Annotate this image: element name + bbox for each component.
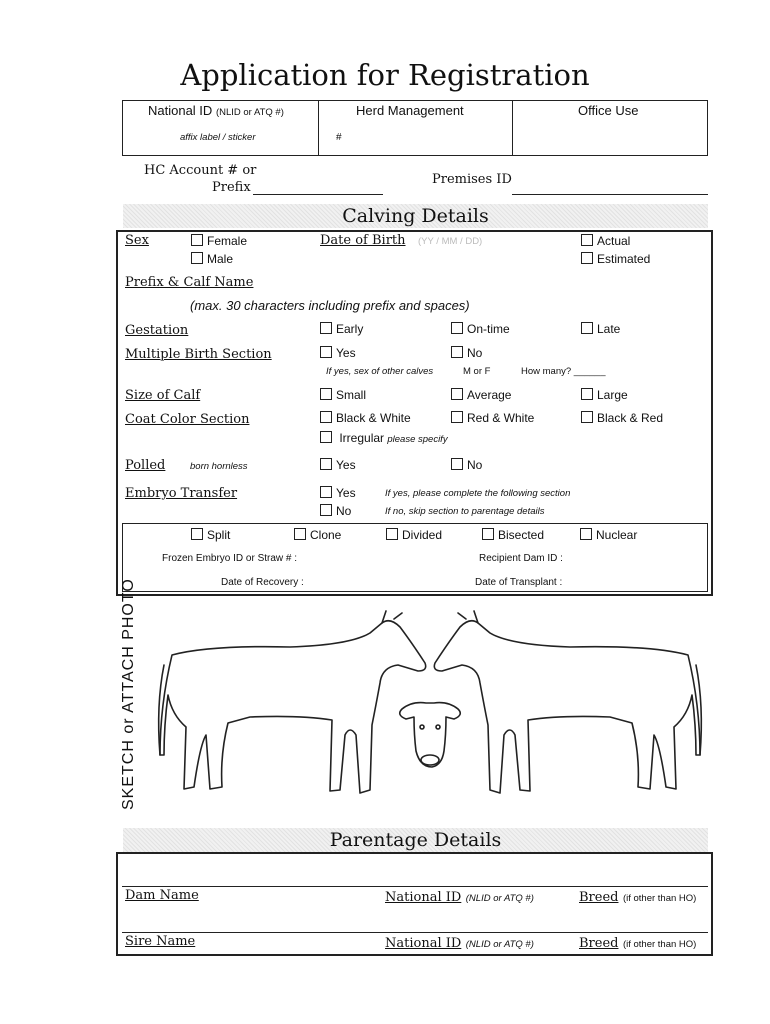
coat-color-label: Coat Color Section bbox=[125, 412, 250, 427]
large-checkbox[interactable]: Large bbox=[581, 388, 628, 402]
sire-breed-label: Breed (if other than HO) bbox=[579, 936, 697, 951]
sketch-or-photo-label: SKETCH or ATTACH PHOTO bbox=[120, 578, 137, 810]
herd-management-header: Herd Management bbox=[356, 103, 464, 118]
sire-national-id-label: National ID (NLID or ATQ #) bbox=[385, 936, 534, 951]
polled-label: Polled bbox=[125, 458, 166, 473]
prefix-calf-name-label: Prefix & Calf Name bbox=[125, 275, 254, 290]
embryo-no-note: If no, skip section to parentage details bbox=[385, 506, 545, 517]
male-checkbox[interactable]: Male bbox=[191, 252, 233, 266]
estimated-checkbox[interactable]: Estimated bbox=[581, 252, 650, 266]
other-calves-note: If yes, sex of other calves bbox=[326, 366, 434, 377]
actual-checkbox[interactable]: Actual bbox=[581, 234, 630, 248]
date-of-recovery-label: Date of Recovery : bbox=[221, 577, 304, 588]
embryo-yes-note: If yes, please complete the following section bbox=[385, 488, 571, 499]
dam-breed-label: Breed (if other than HO) bbox=[579, 890, 697, 905]
red-white-checkbox[interactable]: Red & White bbox=[451, 411, 534, 425]
small-checkbox[interactable]: Small bbox=[320, 388, 366, 402]
max-characters-note: (max. 30 characters including prefix and spaces) bbox=[190, 298, 470, 313]
premises-id-field[interactable] bbox=[512, 194, 708, 195]
parentage-details-title: Parentage Details bbox=[329, 829, 502, 851]
page-title: Application for Registration bbox=[180, 58, 590, 92]
black-red-checkbox[interactable]: Black & Red bbox=[581, 411, 663, 425]
embryo-no-checkbox[interactable]: No bbox=[320, 504, 351, 518]
sire-name-label: Sire Name bbox=[125, 934, 196, 949]
how-many-field[interactable]: How many? ______ bbox=[521, 366, 606, 377]
split-checkbox[interactable]: Split bbox=[191, 528, 230, 542]
embryo-transfer-label: Embryo Transfer bbox=[125, 486, 238, 501]
on-time-checkbox[interactable]: On-time bbox=[451, 322, 510, 336]
multiple-birth-label: Multiple Birth Section bbox=[125, 347, 272, 362]
bisected-checkbox[interactable]: Bisected bbox=[482, 528, 544, 542]
embryo-yes-checkbox[interactable]: Yes bbox=[320, 486, 356, 500]
late-checkbox[interactable]: Late bbox=[581, 322, 620, 336]
irregular-checkbox[interactable]: Irregular please specify bbox=[320, 431, 448, 445]
hc-account-label: HC Account # or bbox=[144, 163, 257, 178]
polled-no-checkbox[interactable]: No bbox=[451, 458, 482, 472]
herd-management-hash[interactable]: # bbox=[336, 132, 342, 143]
calving-details-title: Calving Details bbox=[342, 205, 489, 227]
size-of-calf-label: Size of Calf bbox=[125, 388, 201, 403]
nuclear-checkbox[interactable]: Nuclear bbox=[580, 528, 637, 542]
m-or-f-field[interactable]: M or F bbox=[463, 366, 491, 377]
office-use-header: Office Use bbox=[578, 103, 639, 118]
dam-national-id-label: National ID (NLID or ATQ #) bbox=[385, 890, 534, 905]
recipient-dam-label: Recipient Dam ID : bbox=[479, 553, 563, 564]
affix-label-note: affix label / sticker bbox=[180, 132, 256, 143]
early-checkbox[interactable]: Early bbox=[320, 322, 363, 336]
frozen-embryo-label: Frozen Embryo ID or Straw # : bbox=[162, 553, 298, 564]
sex-label: Sex bbox=[125, 233, 149, 248]
dam-name-label: Dam Name bbox=[125, 888, 199, 903]
multiple-yes-checkbox[interactable]: Yes bbox=[320, 346, 356, 360]
date-of-transplant-label: Date of Transplant : bbox=[475, 577, 563, 588]
date-of-birth-label: Date of Birth bbox=[320, 233, 406, 248]
multiple-no-checkbox[interactable]: No bbox=[451, 346, 482, 360]
premises-id-label: Premises ID bbox=[432, 172, 512, 187]
national-id-header: National ID (NLID or ATQ #) bbox=[148, 103, 284, 118]
clone-checkbox[interactable]: Clone bbox=[294, 528, 341, 542]
date-of-birth-field[interactable]: (YY / MM / DD) bbox=[418, 236, 483, 247]
black-white-checkbox[interactable]: Black & White bbox=[320, 411, 411, 425]
prefix-label: Prefix bbox=[212, 180, 251, 195]
female-checkbox[interactable]: Female bbox=[191, 234, 247, 248]
gestation-label: Gestation bbox=[125, 323, 189, 338]
born-hornless-note: born hornless bbox=[190, 461, 248, 472]
average-checkbox[interactable]: Average bbox=[451, 388, 511, 402]
divided-checkbox[interactable]: Divided bbox=[386, 528, 442, 542]
polled-yes-checkbox[interactable]: Yes bbox=[320, 458, 356, 472]
cow-outline-illustration[interactable] bbox=[150, 605, 710, 820]
prefix-field[interactable] bbox=[253, 194, 383, 195]
